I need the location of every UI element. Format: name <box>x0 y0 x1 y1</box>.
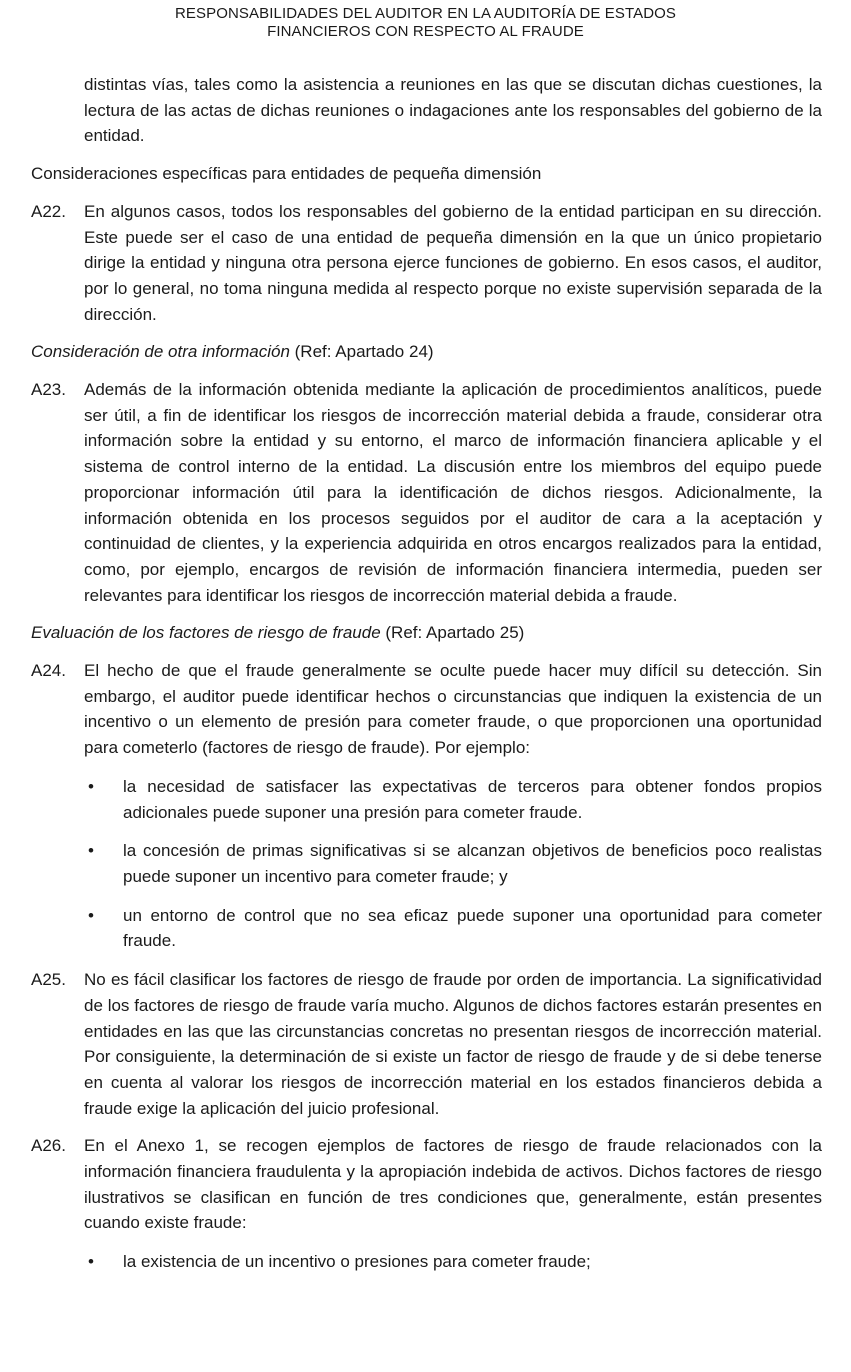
bullet-text: la concesión de primas significativas si se alcanzan objetivos de beneficios poco realistas puede suponer un incentivo para cometer fraude; y <box>123 841 822 886</box>
page-header <box>0 5 851 41</box>
paragraph-number: A26. <box>31 1136 66 1156</box>
paragraph-text: El hecho de que el fraude generalmente se oculte puede hacer muy difícil su detección. Sin embargo, el auditor puede identificar hechos o circunstancias que indiquen la existencia de un incentivo o un elemento de presión para cometer fraude, o que proporcionen una oportunidad para cometerlo (factores de riesgo de fraude). Por ejemplo: <box>84 661 822 758</box>
paragraph-text: En el Anexo 1, se recogen ejemplos de factores de riesgo de fraude relacionados con la información financiera fraudulenta y la apropiación indebida de activos. Dichos factores de riesgo ilustrativos se clasifican en función de tres condiciones que, generalmente, están presentes cuando existe fraude: <box>84 1136 822 1233</box>
paragraph-number: A23. <box>31 380 66 400</box>
bullet-text: un entorno de control que no sea eficaz puede suponer una oportunidad para cometer fraude. <box>123 905 822 951</box>
heading-title: Consideración de otra información <box>31 342 290 362</box>
bullet-item <box>31 774 822 825</box>
bullet-marker: • <box>88 905 94 925</box>
heading-title: Evaluación de los factores de riesgo de fraude <box>31 623 381 643</box>
heading-other-information <box>31 339 822 365</box>
bullet-text: la existencia de un incentivo o presiones para cometer fraude; <box>123 1252 591 1272</box>
document-body <box>31 72 822 1275</box>
paragraph-text: En algunos casos, todos los responsables del gobierno de la entidad participan en su dirección. Este puede ser el caso de una entidad de pequeña dimensión en la que un único propietario dirige la entidad y ninguna otra persona ejerce funciones de gobierno. En esos casos, el auditor, por lo general, no toma ninguna medida al respecto porque no existe supervisión separada de la dirección. <box>84 201 822 324</box>
paragraph-a25 <box>31 967 822 1121</box>
intro-continuation: distintas vías, tales como la asistencia a reuniones en las que se discutan dichas cuestiones, la lectura de las actas de dichas reuniones o indagaciones ante los responsables del gobierno de la entidad. <box>84 75 822 146</box>
paragraph-text: Además de la información obtenida mediante la aplicación de procedimientos analíticos, puede ser útil, a fin de identificar los riesgos de incorrección material debida a fraude, considerar otra información sobre la entidad y su entorno, el marco de información financiera aplicable y el sistema de control interno de la entidad. La discusión entre los miembros del equipo puede proporcionar información útil para la identificación de dichos riesgos. Adicionalmente, la información obtenida en los procesos seguidos por el auditor de cara a la aceptación y continuidad de clientes, y la experiencia adquirida en otros encargos realizados para la entidad, como, por ejemplo, encargos de revisión de información financiera intermedia, pueden ser relevantes para identificar los riesgos de incorrección material debida a fraude. <box>84 380 822 605</box>
heading-small-entities: Consideraciones específicas para entidades de pequeña dimensión <box>31 164 542 184</box>
bullet-text: la necesidad de satisfacer las expectativas de terceros para obtener fondos propios adicionales puede suponer una presión para cometer fraude. <box>123 776 822 822</box>
heading-reference: (Ref: Apartado 25) <box>380 623 525 643</box>
heading-risk-factors <box>31 620 822 646</box>
bullet-item <box>31 838 822 889</box>
paragraph-a24 <box>31 658 822 761</box>
paragraph-number: A22. <box>31 201 66 221</box>
header-line-1: RESPONSABILIDADES DEL AUDITOR EN LA AUDITORÍA DE ESTADOS <box>174 5 677 22</box>
bullet-marker: • <box>88 1252 94 1272</box>
bullet-item <box>31 1249 822 1275</box>
paragraph-text: No es fácil clasificar los factores de riesgo de fraude por orden de importancia. La significatividad de los factores de riesgo de fraude varía mucho. Algunos de dichos factores estarán presentes en entidades en las que las circunstancias concretas no presentan riesgos de incorrección material. Por consiguiente, la determinación de si existe un factor de riesgo de fraude y de si debe tenerse en cuenta al valorar los riesgos de incorrección material en los estados financieros debida a fraude exige la aplicación del juicio profesional. <box>84 970 822 1118</box>
header-line-2: FINANCIEROS CON RESPECTO AL FRAUDE <box>267 23 584 40</box>
bullet-marker: • <box>88 841 94 861</box>
paragraph-number: A25. <box>31 970 66 990</box>
heading-reference: (Ref: Apartado 24) <box>289 342 434 362</box>
paragraph-a26 <box>31 1133 822 1236</box>
bullet-marker: • <box>88 776 94 796</box>
paragraph-a23 <box>31 377 822 608</box>
bullet-item <box>31 903 822 954</box>
paragraph-a22 <box>31 199 822 328</box>
paragraph-number: A24. <box>31 661 66 681</box>
